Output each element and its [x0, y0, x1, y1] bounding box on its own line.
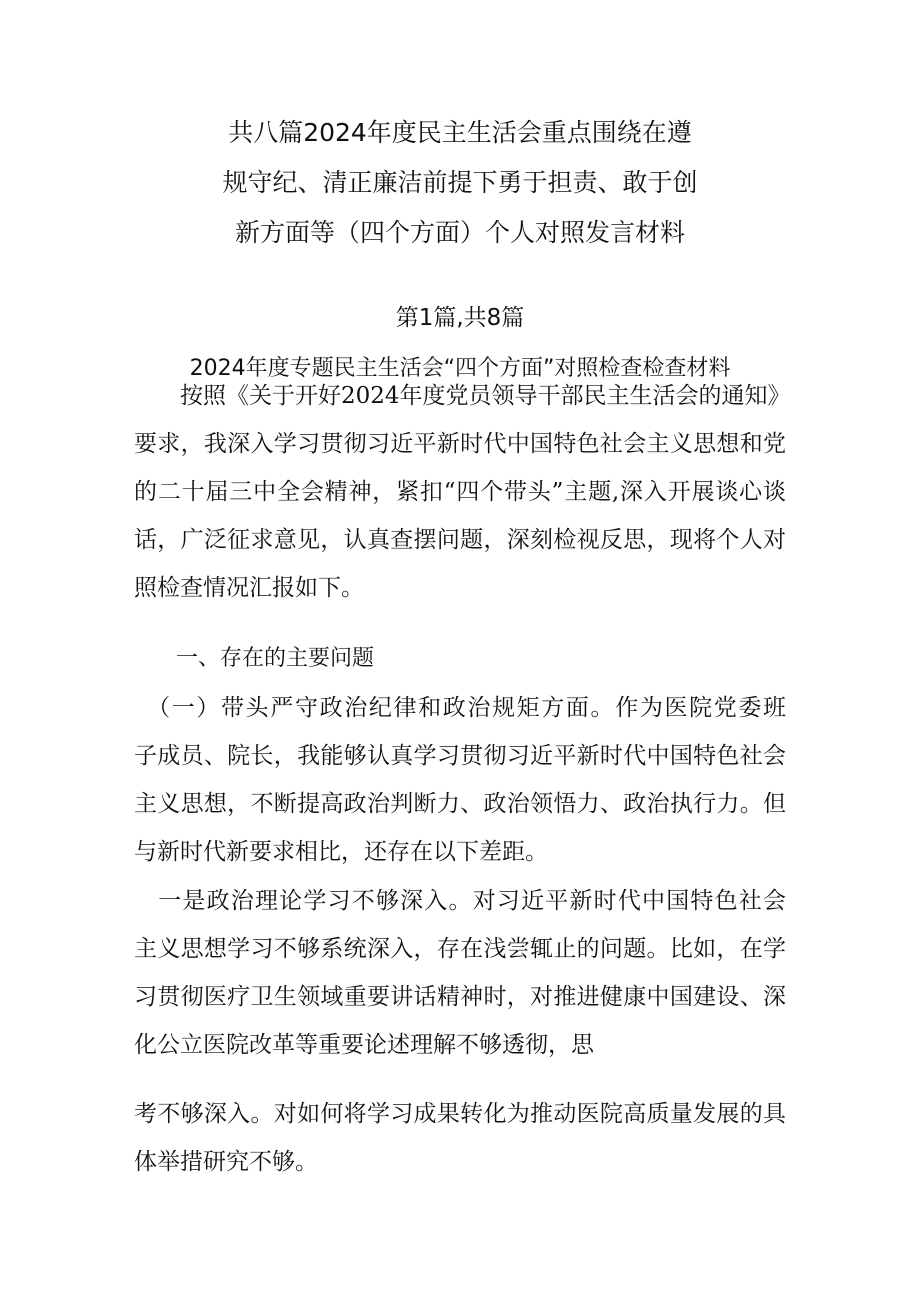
document-title: [160, 108, 760, 258]
part-label: 第1篇,共8篇: [395, 305, 525, 331]
text-line: 习贯彻医疗卫生领域重要讲话精神时，对推进健康中国建设、深: [134, 984, 786, 1010]
text-line: 按照《关于开好2024年度党员领导干部民主生活会的通知》: [134, 383, 791, 409]
article-title: 2024年度专题民主生活会“四个方面”对照检查检查材料: [189, 356, 731, 381]
paragraph-section-1: [134, 684, 786, 876]
text-line: 主义思想学习不够系统深入，存在浅尝辄止的问题。比如，在学: [134, 936, 786, 962]
text-line: （一）带头严守政治纪律和政治规矩方面。作为医院党委班: [134, 695, 786, 721]
text-line: 要求，我深入学习贯彻习近平新时代中国特色社会主义思想和党: [134, 431, 786, 457]
text-line: 一是政治理论学习不够深入。对习近平新时代中国特色社会: [134, 888, 786, 914]
text-line: 的二十届三中全会精神，紧扣“四个带头”主题,深入开展谈心谈: [134, 479, 786, 505]
paragraph-intro: [134, 372, 791, 612]
paragraph-point-1: [134, 877, 786, 1069]
text-line: 主义思想，不断提高政治判断力、政治领悟力、政治执行力。但: [134, 791, 786, 817]
text-line: 化公立医院改革等重要论述理解不够透彻，思: [134, 1032, 594, 1058]
paragraph-continuation: [134, 1090, 786, 1186]
text-line: 与新时代新要求相比，还存在以下差距。: [134, 839, 548, 865]
text-line: 考不够深入。对如何将学习成果转化为推动医院高质量发展的具: [134, 1101, 786, 1127]
text-line: 话，广泛征求意见，认真查摆问题，深刻检视反思，现将个人对: [134, 527, 786, 553]
title-line-3: 新方面等（四个方面）个人对照发言材料: [234, 218, 685, 247]
section-heading: 一、存在的主要问题: [176, 646, 375, 671]
text-line: 照检查情况汇报如下。: [134, 575, 364, 601]
text-line: 子成员、院长，我能够认真学习贯彻习近平新时代中国特色社会: [134, 743, 786, 769]
title-line-2: 规守纪、清正廉洁前提下勇于担责、敢于创: [222, 168, 698, 197]
title-line-1: 共八篇2024年度民主生活会重点围绕在遵: [228, 118, 692, 147]
text-line: 体举措研究不够。: [134, 1149, 318, 1175]
